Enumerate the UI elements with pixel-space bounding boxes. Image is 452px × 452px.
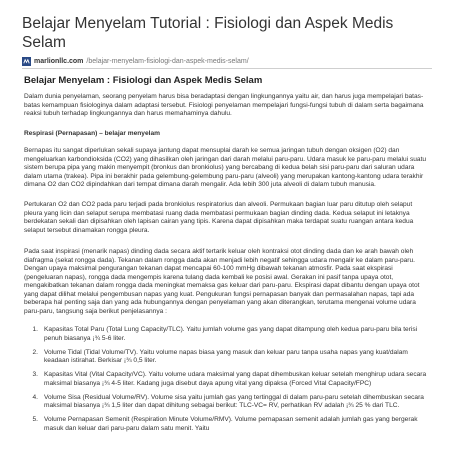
source-path[interactable]: /belajar-menyelam-fisiologi-dan-aspek-medis-selam/ xyxy=(86,57,249,65)
intro-paragraph: Dalam dunia penyelaman, seorang penyelam harus bisa beradaptasi dengan lingkungannya yaitu air, dan harus juga mempelajari batas-batas kemampuan fisiologinya dalam adaptasi tersebut. Fisiologi penyelaman mempelajari fungsi-fungsi tubuh di dalam serta bagaimana reaksi tubuh terhadap lingkungannya dan harus memahaminya dahulu. xyxy=(24,93,424,117)
list-item xyxy=(24,394,428,411)
header-divider xyxy=(22,68,432,69)
list-text: Kapasitas Total Paru (Total Lung Capacity/TLC). Yaitu jumlah volume gas yang dapat ditampung oleh kedua paru-paru bila terisi penuh biasanya ¡¾ 5-6 liter. xyxy=(44,326,418,342)
volume-list xyxy=(24,326,428,439)
article-heading: Belajar Menyelam : Fisiologi dan Aspek Medis Selam xyxy=(24,75,263,86)
list-number: 4. xyxy=(32,393,38,401)
list-item xyxy=(24,326,428,343)
list-item xyxy=(24,416,428,433)
list-text: Kapasitas Vital (Vital Capacity/VC). Yaitu volume udara maksimal yang dapat dihembuskan keluar setelah menghirup udara secara maksimal biasanya ¡¾ 4-5 liter. Kadang juga disebut daya apung vital yang dipaksa (Forced Vital Capacity/FPC) xyxy=(44,371,427,387)
paragraph-pertukaran: Pertukaran O2 dan CO2 pada paru terjadi pada bronkiolus respiratorius dan alveoli. Permukaan bagian luar paru ditutup oleh selaput pleura yang licin dan selaput serupa membatasi ruang dada membatasi permukaan bagian dinding dada. Kedua selaput ini letaknya berdekatan sekali dan dipisahkan oleh lapisan cairan yang tipis. Karena dapat dipisahkan maka terdapat suatu ruangan antara kedua selaput tersebut dinamakan rongga pleura. xyxy=(24,201,414,234)
list-number: 1. xyxy=(32,326,38,333)
list-number: 3. xyxy=(32,371,38,379)
site-logo-icon xyxy=(22,57,31,66)
list-text: Volume Sisa (Residual Volume/RV). Volume sisa yaitu jumlah gas yang tertinggal di dalam paru-paru setelah dihembuskan secara maksimal biasanya ¡¾ 1,5 liter dan dapat dihitung sebagai berikut: TLC-VC= RV, perhatikan RV adalah ¡¾ 25 % dari TLC. xyxy=(44,393,424,410)
source-site[interactable]: marlionllc.com xyxy=(34,57,84,65)
paragraph-respirasi: Bernapas itu sangat diperlukan sekali supaya jantung dapat mensuplai darah ke semua jaringan tubuh dengan oksigen (O2) dan mengeluarkan karbondioksida (CO2) yang dihasilkan oleh jaringan dari darah melalui paru-paru. Udara masuk ke paru-paru melalui suatu sistem berupa pipa yang makin menyempit (bronkus dan bronkiolus) yang bercabang di kedua belah sisi paru-paru dari saluran udara dalam utama (trakea). Pipa ini berakhir pada gelembung-gelembung paru-paru (alveoli) yang merupakan kantong-kantong udara terakhir dimana O2 dan CO2 dipindahkan dari tempat dimana darah mengalir. Ada lebih 300 juta alveoli di dalam tubuh manusia. xyxy=(24,147,427,188)
source-bar xyxy=(22,55,432,67)
list-number: 5. xyxy=(32,416,38,424)
list-item xyxy=(24,349,428,366)
list-number: 2. xyxy=(32,348,38,356)
list-item xyxy=(24,371,428,388)
list-text: Volume Pernapasan Semenit (Respiration Minute Volume/RMV). Volume pernapasan semenit adalah jumlah gas yang bergerak masuk dan keluar dari paru-paru dalam satu menit. Yaitu xyxy=(44,416,418,432)
list-text: Volume Tidal (Tidal Volume/TV). Yaitu volume napas biasa yang masuk dan keluar paru tanpa usaha napas yang kuat/dalam keadaan istirahat. Berkisar ¡¾ 0,5 liter. xyxy=(44,348,408,365)
paragraph-inspirasi: Pada saat inspirasi (menarik napas) dinding dada secara aktif tertarik keluar oleh kontraksi otot dinding dada dan ke arah bawah oleh diafragma (sekat rongga dada). Tekanan dalam rongga dada akan menjadi lebih negatif sehingga udara mengalir ke dalam paru-paru. Dengan upaya maksimal pengurangan tekanan dapat mencapai 60-100 mmHg dibawah tekanan atmosfir. Pada saat ekspirasi (pengeluaran napas), rongga dada mengempis karena tulang dada kembali ke posisi awal. Gerakan ini pasif tanpa upaya otot, mengakibatkan tekanan dalam rongga dada meningkat memaksa gas keluar dari paru-paru. Ekspirasi dapat dibantu dengan upaya otot yang dapat dilihat melalui pengembusan napas yang kuat. Pengukuran fungsi pernapasan banyak dan permasalahan napas, tapi ada beberapa hal penting saja dan yang ada hubungannya dengan penyelaman yang akan diterangkan, terutama mengenai volume udara paru-paru, tangsung saja berikut penjelasannya : xyxy=(24,248,420,315)
document-title: Belajar Menyelam Tutorial : Fisiologi dan Aspek Medis Selam xyxy=(22,15,394,51)
section-heading: Respirasi (Pernapasan) – belajar menyelam xyxy=(24,130,160,137)
